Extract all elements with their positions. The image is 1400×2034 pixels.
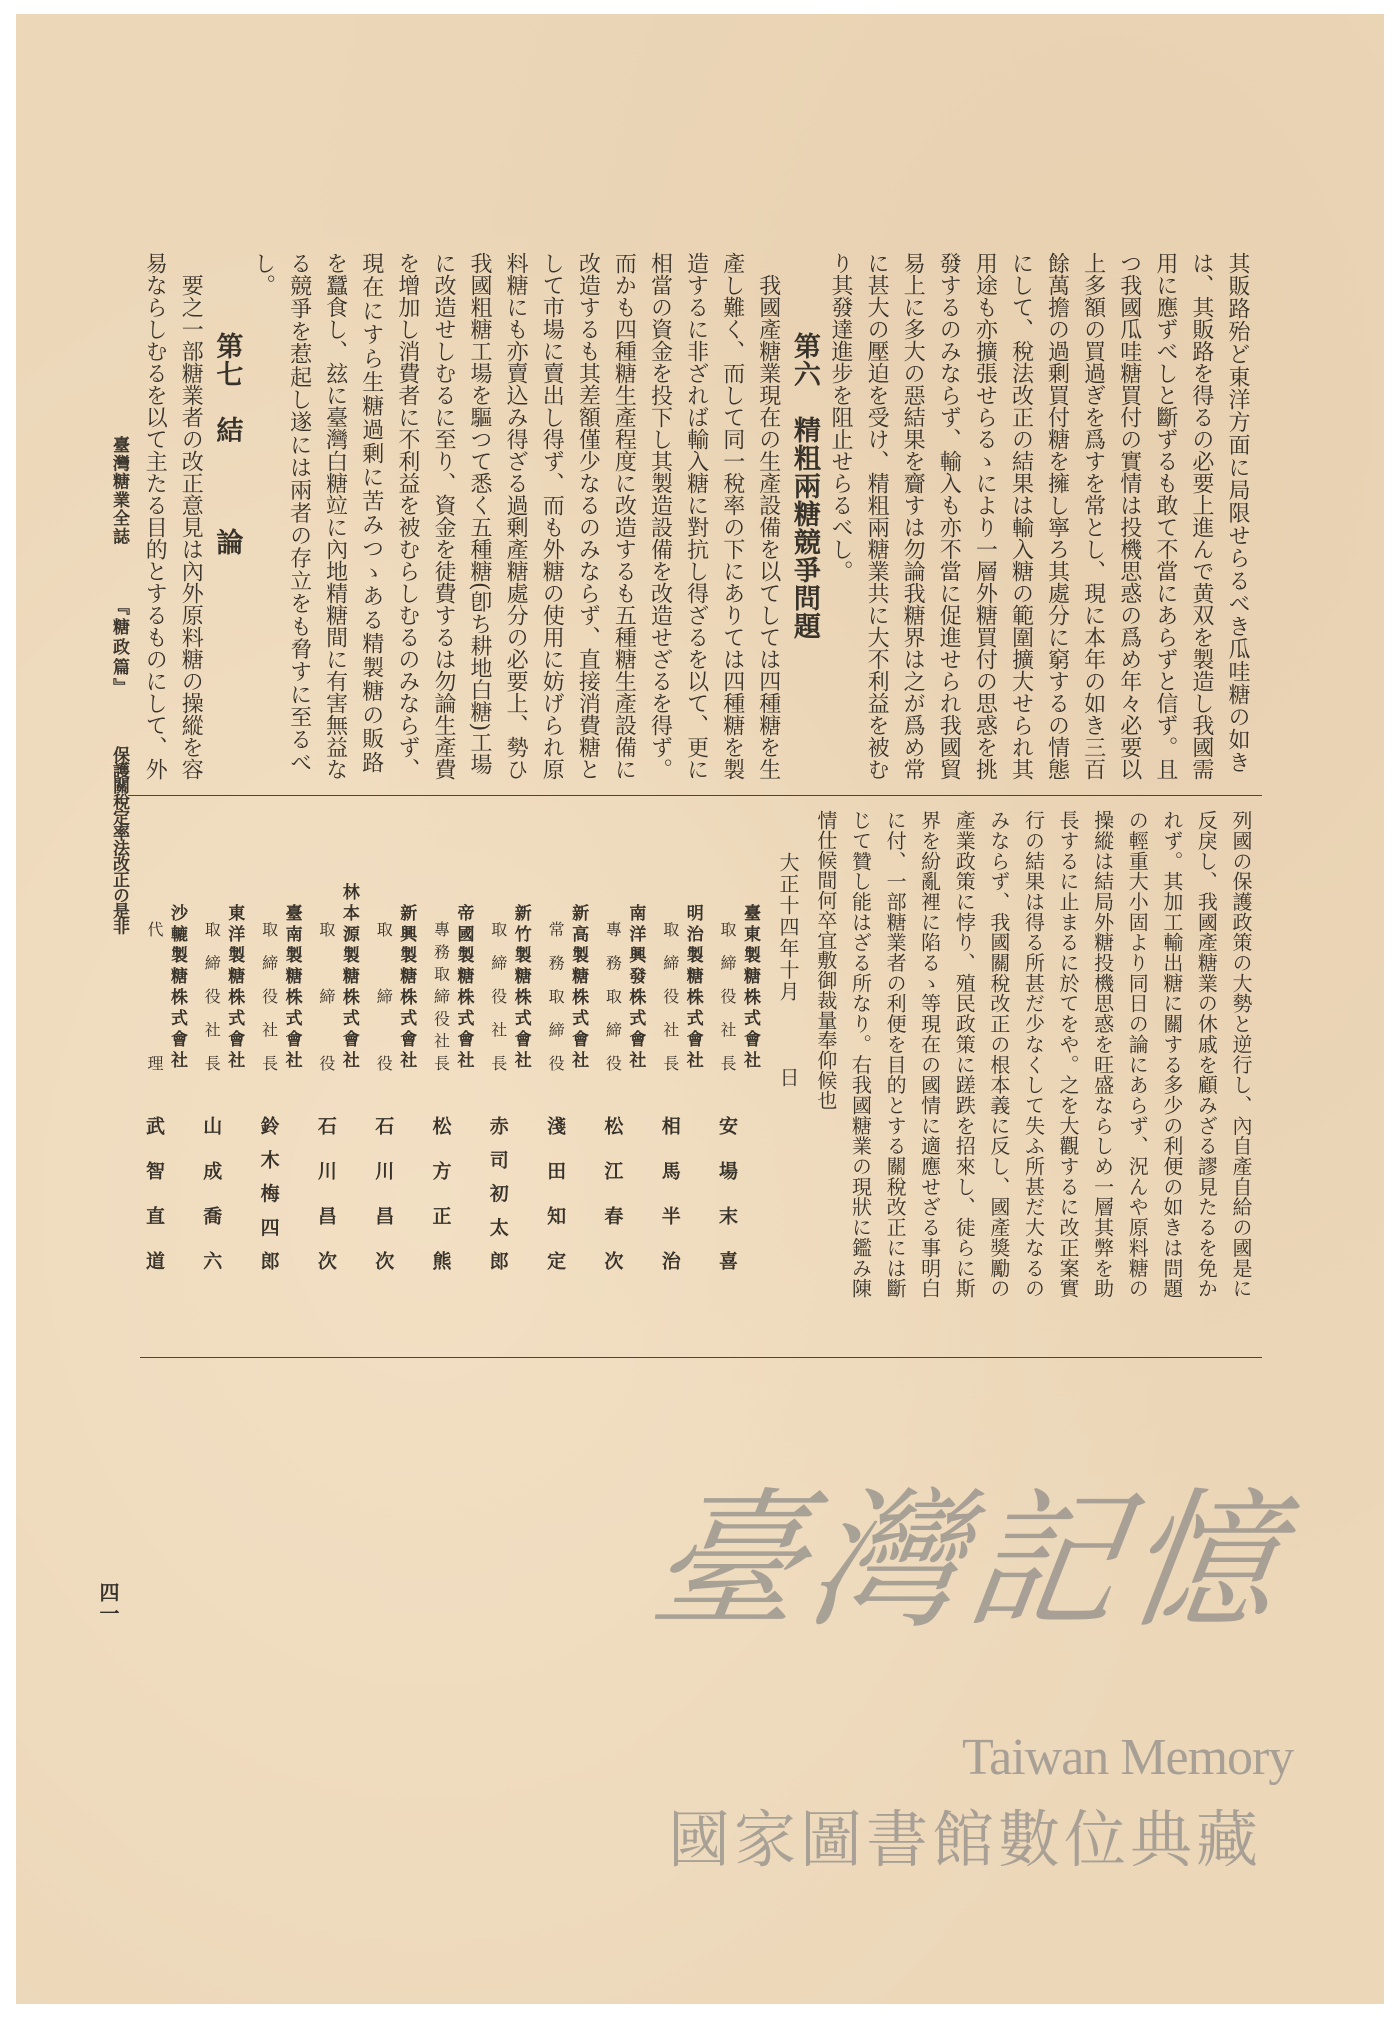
signatory-company: 新竹製糖株式會社 [510, 904, 531, 1072]
petition-text-column: 產業政策に悖り、殖民政策に蹉跌を招來し、徒らに斯 [952, 810, 977, 1298]
text-column: り其發達進步を阻止せらるべし。 [827, 252, 853, 582]
running-header-section: 『糖政篇』 [109, 598, 129, 698]
signatory-name: 赤司初太郎 [486, 1116, 509, 1270]
text-column: 我國產糖業現在の生產設備を以てしては四種糖を生 [755, 252, 781, 780]
petition-text-column: じて贊し能はざる所なり。右我國糖業の現狀に鑑み陳 [848, 810, 873, 1299]
text-column: 產し難く、而して同一稅率の下にありては四種糖を製 [719, 252, 745, 780]
bottom-divider-rule [140, 1357, 1262, 1358]
signatory-name: 武智直道 [143, 1116, 165, 1270]
signatory-name: 安場末喜 [716, 1116, 738, 1270]
text-column: して市場に賣出し得ず、而も外糖の使用に妨げられ原 [539, 252, 565, 780]
signatory-name: 松方正熊 [429, 1116, 452, 1270]
text-column: 我國粗糖工場を驅つて悉く五種糖(卽ち耕地白糖)工場 [467, 252, 493, 776]
text-column: つ我國瓜哇糖買付の實情は投機思惑の爲め年々必要以 [1116, 252, 1142, 780]
section-heading: 第七 結 論 [211, 332, 243, 556]
signatory-name: 相馬半治 [658, 1116, 681, 1270]
signatory-company: 南洋興發株式會社 [625, 904, 646, 1072]
page-number: 四一 [96, 1582, 120, 1624]
petition-text-column: 長するに止まるに於てをや。之を大觀するに改正案實 [1056, 810, 1081, 1299]
signatory-title: 取締役社長 [660, 921, 680, 1071]
text-column: 相當の資金を投下し其製造設備を改造せざるを得ず。 [647, 252, 673, 780]
text-column: 易上に多大の惡結果を齎すは勿論我糖界は之が爲め常 [900, 252, 926, 780]
signatory-title: 代理 [145, 921, 164, 1071]
upper-text-block [135, 252, 1255, 780]
signatory-company: 新興製糖株式會社 [396, 904, 417, 1072]
text-column: 其販路殆ど東洋方面に局限せらるべき瓜哇糖の如き [1225, 252, 1250, 773]
petition-text-block [808, 810, 1258, 1298]
signatory-title: 取締役社長 [718, 921, 737, 1071]
section-divider-rule [128, 795, 1262, 796]
text-column: 現在にすら生糖過剰に苦みつゝある精製糖の販路 [358, 252, 384, 773]
watermark-calligraphy: 臺灣記憶 [640, 1475, 1298, 1649]
text-column: に甚大の壓迫を受け、精粗兩糖業共に大不利益を被む [864, 252, 890, 780]
signatory-name: 淺田知定 [544, 1116, 567, 1270]
signatory-company: 林本源製糖株式會社 [338, 883, 359, 1072]
petition-text-column: 列國の保護政策の大勢と逆行し、內自產自給の國是に [1229, 810, 1253, 1298]
signatory-title: 取締役 [316, 921, 336, 1071]
text-column: 餘萬擔の過剰買付糖を擁し寧ろ其處分に窮するの情態 [1044, 252, 1070, 780]
signatory-company: 東洋製糖株式會社 [224, 904, 245, 1072]
text-column: 上多額の買過ぎを爲すを常とし、現に本年の如き三百 [1080, 252, 1106, 780]
text-column: にして、稅法改正の結果は輸入糖の範圍擴大せられ其 [1008, 252, 1034, 780]
signatory-company: 帝國製糖株式會社 [453, 904, 474, 1072]
signatory-title: 取締役社長 [488, 921, 508, 1071]
text-column: 要之一部糖業者の改正意見は內外原料糖の操縱を容 [178, 252, 204, 780]
text-column: 易ならしむるを以て主たる目的とするものにして、外 [142, 252, 168, 780]
text-column: 而かも四種糖生產程度に改造するも五種糖生產設備に [611, 252, 637, 780]
signatory-title: 常務取締役 [546, 921, 566, 1071]
running-header-article-title: 保護關稅定率法改正の是非 [109, 746, 129, 934]
signatory-company: 明治製糖株式會社 [682, 904, 703, 1072]
text-column: 用途も亦擴張せらるゝにより一層外糖買付の思惑を挑 [972, 252, 998, 780]
petition-text-column: 情仕候間何卒宜敷御裁量奉仰候也 [813, 810, 838, 1110]
signatory-title: 取締役社長 [202, 921, 222, 1071]
text-column: 發するのみならず、輸入も亦不當に促進せられ我國貿 [936, 252, 962, 780]
text-column: し。 [250, 252, 276, 296]
signatory-name: 松江春次 [601, 1116, 624, 1270]
petition-text-column: に付、一部糖業者の利便を目的とする關稅改正には斷 [883, 810, 908, 1298]
signatory-name: 山成喬六 [200, 1116, 223, 1270]
signatory-company: 臺南製糖株式會社 [281, 904, 302, 1072]
signatory-title: 取締役社長 [259, 921, 279, 1071]
watermark-institution: 國家圖書館數位典藏 [668, 1803, 1263, 1876]
signatory-title: 專務取締役社長 [431, 921, 451, 1071]
signatory-title: 專務取締役 [603, 921, 623, 1071]
signatory-name: 石川昌次 [314, 1116, 337, 1270]
petition-text-column: の輕重大小固より同日の論にあらず、況んや原料糖の [1125, 810, 1150, 1299]
section-heading: 第六 精粗兩糖競爭問題 [788, 332, 820, 640]
text-column: 用に應ずべしと斷ずるも敢て不當にあらずと信ず。且 [1152, 252, 1178, 780]
petition-text-column: 行の結果は得る所甚だ少なくして失ふ所甚だ大なるの [1021, 810, 1046, 1298]
petition-date: 大正十四年十月 日 [776, 852, 800, 1089]
running-header-journal: 臺灣糖業全誌 [109, 436, 129, 546]
petition-text-column: れず。其加工輸出糖に關する多少の利便の如きは問題 [1159, 810, 1184, 1298]
petition-text-column: みならず、我國關稅改正の根本義に反し、國產獎勵の [986, 810, 1011, 1298]
text-column: を蠶食し、玆に臺灣白糖竝に內地精糖間に有害無益な [322, 252, 348, 780]
signatory-name: 鈴木梅四郎 [257, 1116, 280, 1270]
signatory-title: 取締役 [374, 921, 394, 1071]
petition-text-column: 反戾し、我國產糖業の休戚を顧みざる謬見たるを免か [1194, 810, 1219, 1299]
petition-text-column: 操縱は結局外糖投機思惑を旺盛ならしめ一層其弊を助 [1090, 810, 1115, 1298]
text-column: 料糖にも亦賣込み得ざる過剰產糖處分の必要上、勢ひ [503, 252, 529, 780]
text-column: に改造せしむるに至り、資金を徒費するは勿論生產費 [430, 252, 456, 780]
text-column: 改造するも其差額僅少なるのみならず、直接消費糖と [575, 252, 601, 780]
watermark-english: Taiwan Memory [962, 1729, 1294, 1786]
text-column: を增加し消費者に不利益を被むらしむるのみならず、 [394, 252, 420, 780]
signatory-company: 臺東製糖株式會社 [740, 904, 760, 1072]
text-column: は、其販路を得るの必要上進んで黄双を製造し我國需 [1188, 252, 1214, 780]
signatory-company: 沙轆製糖株式會社 [167, 904, 187, 1072]
text-column: 造するに非ざれば輸入糖に對抗し得ざるを以て、更に [683, 252, 709, 780]
signatory-company: 新高製糖株式會社 [568, 904, 589, 1072]
petition-text-column: 界を紛亂裡に陷るゝ等現在の國情に適應せざる事明白 [917, 810, 942, 1298]
signatory-name: 石川昌次 [372, 1116, 395, 1270]
text-column: る競爭を惹起し遂には兩者の存立をも脅すに至るべ [286, 252, 312, 773]
